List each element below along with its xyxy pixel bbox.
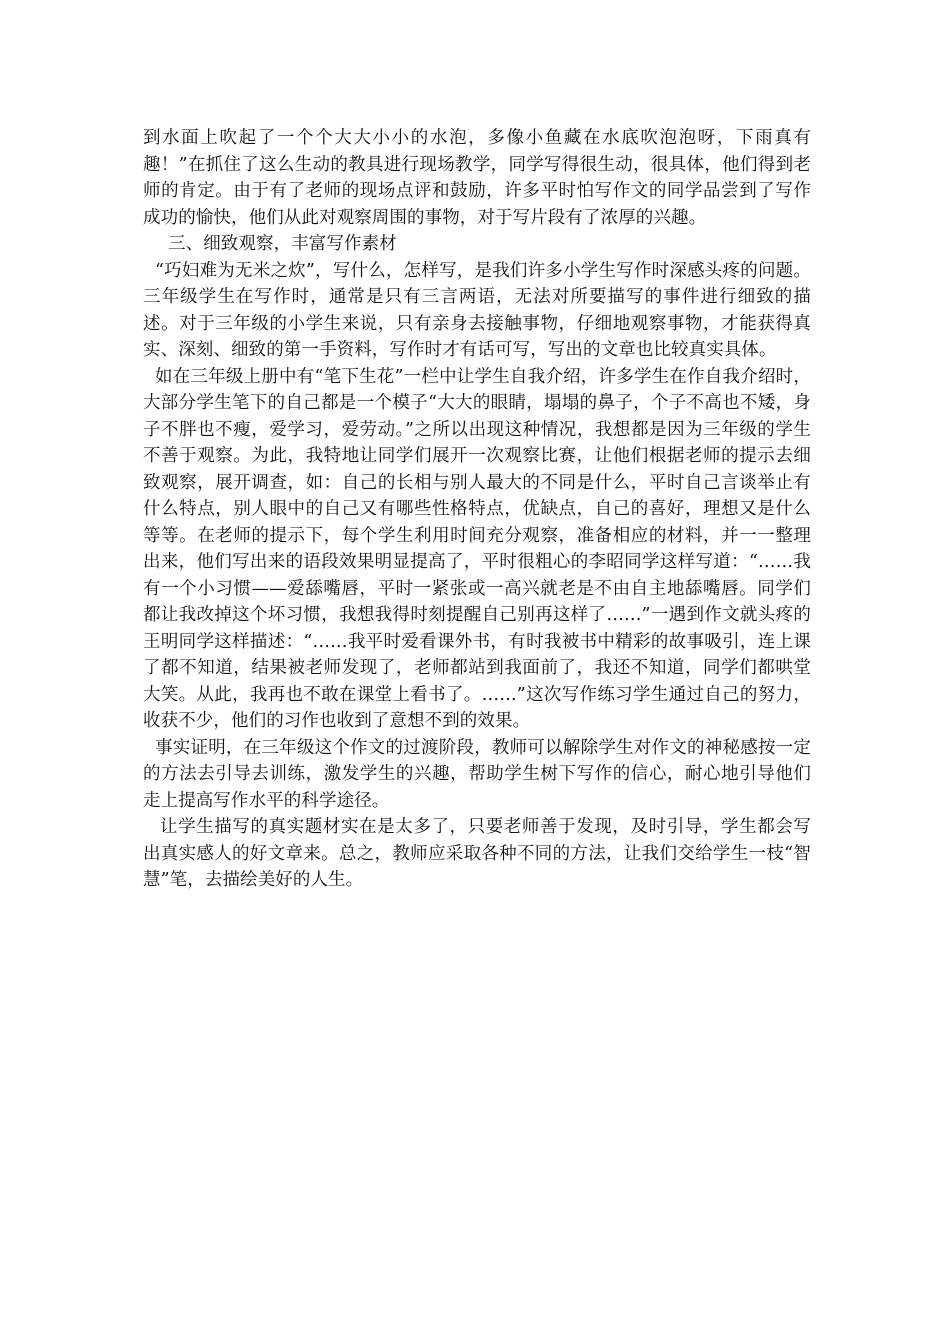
paragraph-conclusion: 让学生描写的真实题材实在是太多了，只要老师善于发现，及时引导，学生都会写出真实感人的好文章来。总之，教师应采取各种不同的方法，让我们交给学生一枝“智慧”笔，去描绘美好的人生。 xyxy=(143,817,811,890)
paragraph-observation-intro: “巧妇难为无米之炊”，写什么，怎样写，是我们许多小学生写作时深感头疼的问题。三年级学生在写作时，通常是只有三言两语，无法对所要描写的事件进行细致的描述。对于三年级的小学生来说，只有亲身去接触事物，仔细地观察事物，才能获得真实、深刻、细致的第一手资料，写作时才有话可写，写出的文章也比较真实具体。 xyxy=(143,260,811,360)
paragraph-continuation: 到水面上吹起了一个个大大小小的水泡，多像小鱼藏在水底吹泡泡呀，下雨真有趣！”在抓住了这么生动的教具进行现场教学，同学写得很生动，很具体，他们得到老师的肯定。由于有了老师的现场点评和鼓励，许多平时怕写作文的同学品尝到了写作成功的愉快，他们从此对观察周围的事物，对于写片段有了浓厚的兴趣。 xyxy=(143,128,811,228)
paragraph-facts-prove: 事实证明，在三年级这个作文的过渡阶段，教师可以解除学生对作文的神秘感按一定的方法去引导去训练，激发学生的兴趣，帮助学生树下写作的信心，耐心地引导他们走上提高写作水平的科学途径。 xyxy=(143,737,811,811)
paragraph-self-introduction-example: 如在三年级上册中有“笔下生花”一栏中让学生自我介绍，许多学生在作自我介绍时，大部分学生笔下的自己都是一个模子“大大的眼睛，塌塌的鼻子，个子不高也不矮，身子不胖也不瘦，爱学习，爱劳动。”之所以出现这种情况，我想都是因为三年级的学生不善于观察。为此，我特地让同学们展开一次观察比赛，让他们根据老师的提示去细致观察，展开调查，如：自己的长相与别人最大的不同是什么，平时自己言谈举止有什么特点，别人眼中的自己又有哪些性格特点，优缺点，自己的喜好，理想又是什么等等。在老师的提示下，每个学生利用时间充分观察，准备相应的材料，并一一整理出来，他们写出来的语段效果明显提高了，平时很粗心的李昭同学这样写道：“……我有一个小习惯——爱舔嘴唇，平时一紧张或一高兴就老是不由自主地舔嘴唇。同学们都让我改掉这个坏习惯，我想我得时刻提醒自己别再这样了……”一遇到作文就头疼的王明同学这样描述：“……我平时爱看课外书，有时我被书中精彩的故事吸引，连上课了都不知道，结果被老师发现了，老师都站到我面前了，我还不知道，同学们都哄堂大笑。从此，我再也不敢在课堂上看书了。……”这次写作练习学生通过自己的努力，收获不少，他们的习作也收到了意想不到的效果。 xyxy=(143,366,811,731)
document-body xyxy=(143,125,811,894)
section-heading: 三、细致观察，丰富写作素材 xyxy=(168,234,397,254)
